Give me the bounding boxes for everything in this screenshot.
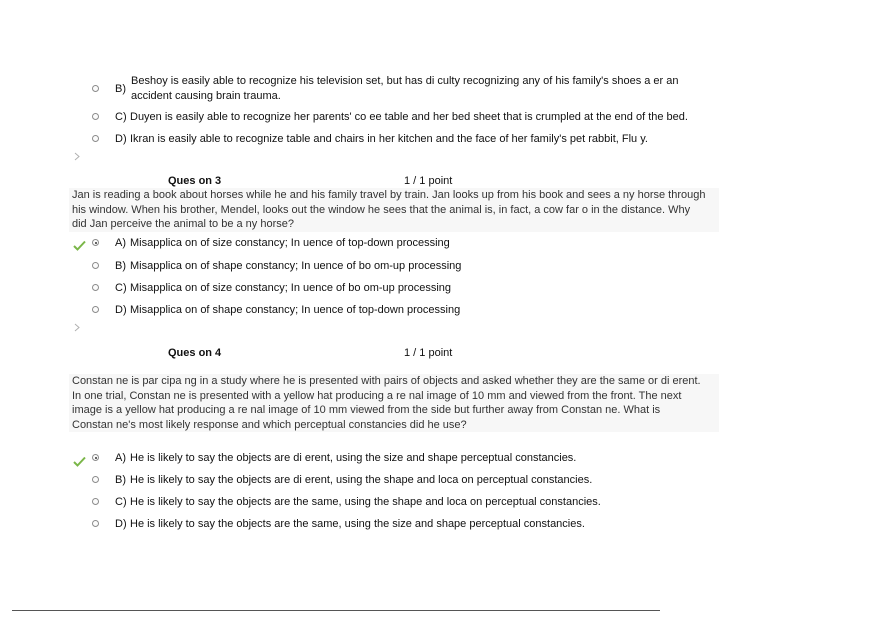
q4-option-d-radio[interactable] — [92, 520, 99, 527]
q3-option-b-radio[interactable] — [92, 262, 99, 269]
q3-option-b-label — [115, 259, 461, 273]
q4-option-a-radio[interactable] — [92, 454, 99, 461]
q2-option-b-radio[interactable] — [92, 85, 99, 92]
expand-chevron-icon[interactable] — [74, 152, 82, 162]
q3-option-b-text: Misapplica on of shape constancy; In uence of bo om-up processing — [130, 260, 462, 272]
q4-option-b-text: He is likely to say the objects are di erent, using the shape and loca on perceptual constancies. — [130, 474, 593, 486]
q4-option-d-text: He is likely to say the objects are the same, using the size and shape perceptual constancies. — [130, 518, 585, 530]
q3-option-a-label — [115, 236, 450, 250]
q4-points: 1 / 1 point — [404, 347, 453, 359]
footer-divider — [12, 610, 660, 611]
q3-option-c-letter: C) — [115, 282, 127, 294]
q4-option-a-text: He is likely to say the objects are di erent, using the size and shape perceptual constancies. — [130, 452, 577, 464]
q4-option-b-label — [115, 473, 592, 487]
expand-chevron-icon[interactable] — [74, 323, 82, 333]
q2-option-d-text: Ikran is easily able to recognize table and chairs in her kitchen and the face of her family's pet rabbit, Flu y. — [130, 133, 648, 145]
q4-option-c-letter: C) — [115, 496, 127, 508]
q3-option-d-label — [115, 303, 460, 317]
q4-option-c-text: He is likely to say the objects are the same, using the shape and loca on perceptual constancies. — [130, 496, 601, 508]
q4-option-c-label — [115, 495, 601, 509]
q3-correct-check-icon — [73, 238, 86, 249]
q3-option-c-radio[interactable] — [92, 284, 99, 291]
q3-heading: Ques on 3 — [168, 175, 222, 187]
q3-prompt-line: Jan is reading a book about horses while he and his family travel by train. Jan looks up from his book and sees a ny horse through — [72, 189, 706, 201]
q2-option-c-text: Duyen is easily able to recognize her parents' co ee table and her bed sheet that is crumpled at the end of the bed. — [130, 111, 688, 123]
q3-option-a-text: Misapplica on of size constancy; In uence of top-down processing — [130, 237, 450, 249]
q4-correct-check-icon — [73, 454, 86, 465]
q3-prompt-line: his window. When his brother, Mendel, looks out the window he sees that the animal is, in fact, a cow far o in the distance. Why — [72, 203, 691, 216]
q2-option-d-label — [115, 132, 648, 146]
q2-option-c-label — [115, 110, 688, 124]
q3-option-a-letter: A) — [115, 237, 126, 249]
q4-option-a-letter: A) — [115, 452, 126, 464]
q4-option-d-letter: D) — [115, 518, 127, 530]
q4-option-c-radio[interactable] — [92, 498, 99, 505]
q4-prompt-line: Constan ne's most likely response and which perceptual constancies did he use? — [72, 418, 467, 431]
q4-prompt-line: Constan ne is par cipa ng in a study where he is presented with pairs of objects and asked whether they are the same or di erent. — [72, 375, 701, 387]
q2-option-d-letter: D) — [115, 133, 127, 145]
q4-option-a-label — [115, 451, 576, 465]
q2-option-b-text-line1: Beshoy is easily able to recognize his television set, but has di culty recognizing any of his family's shoes a er an — [131, 75, 679, 87]
q2-option-c-letter: C) — [115, 111, 127, 123]
q3-prompt — [69, 188, 719, 232]
q3-option-b-letter: B) — [115, 260, 126, 272]
q3-option-a-radio[interactable] — [92, 239, 99, 246]
q3-option-d-letter: D) — [115, 304, 127, 316]
q4-heading: Ques on 4 — [168, 347, 222, 359]
q3-points: 1 / 1 point — [404, 175, 453, 187]
q4-option-b-radio[interactable] — [92, 476, 99, 483]
q2-option-c-radio[interactable] — [92, 113, 99, 120]
q4-option-d-label — [115, 517, 585, 531]
q4-prompt-line: image is a yellow hat producing a re nal image of 10 mm viewed from the side but further away from Constan ne. What is — [72, 404, 661, 417]
q3-option-c-label — [115, 281, 451, 295]
q2-option-b-text-line2: accident causing brain trauma. — [131, 90, 281, 102]
q3-option-c-text: Misapplica on of size constancy; In uence of bo om-up processing — [130, 282, 452, 294]
q3-prompt-line: did Jan perceive the animal to be a ny horse? — [72, 218, 294, 231]
q2-option-d-radio[interactable] — [92, 135, 99, 142]
q4-option-b-letter: B) — [115, 474, 126, 486]
q4-prompt — [69, 374, 719, 432]
q4-prompt-line: In one trial, Constan ne is presented with a yellow hat producing a re nal image of 10 mm and viewed from the front. The next — [72, 389, 682, 402]
q2-option-b-letter: B) — [115, 83, 126, 95]
q3-option-d-text: Misapplica on of shape constancy; In uence of top-down processing — [130, 304, 461, 316]
q3-option-d-radio[interactable] — [92, 306, 99, 313]
